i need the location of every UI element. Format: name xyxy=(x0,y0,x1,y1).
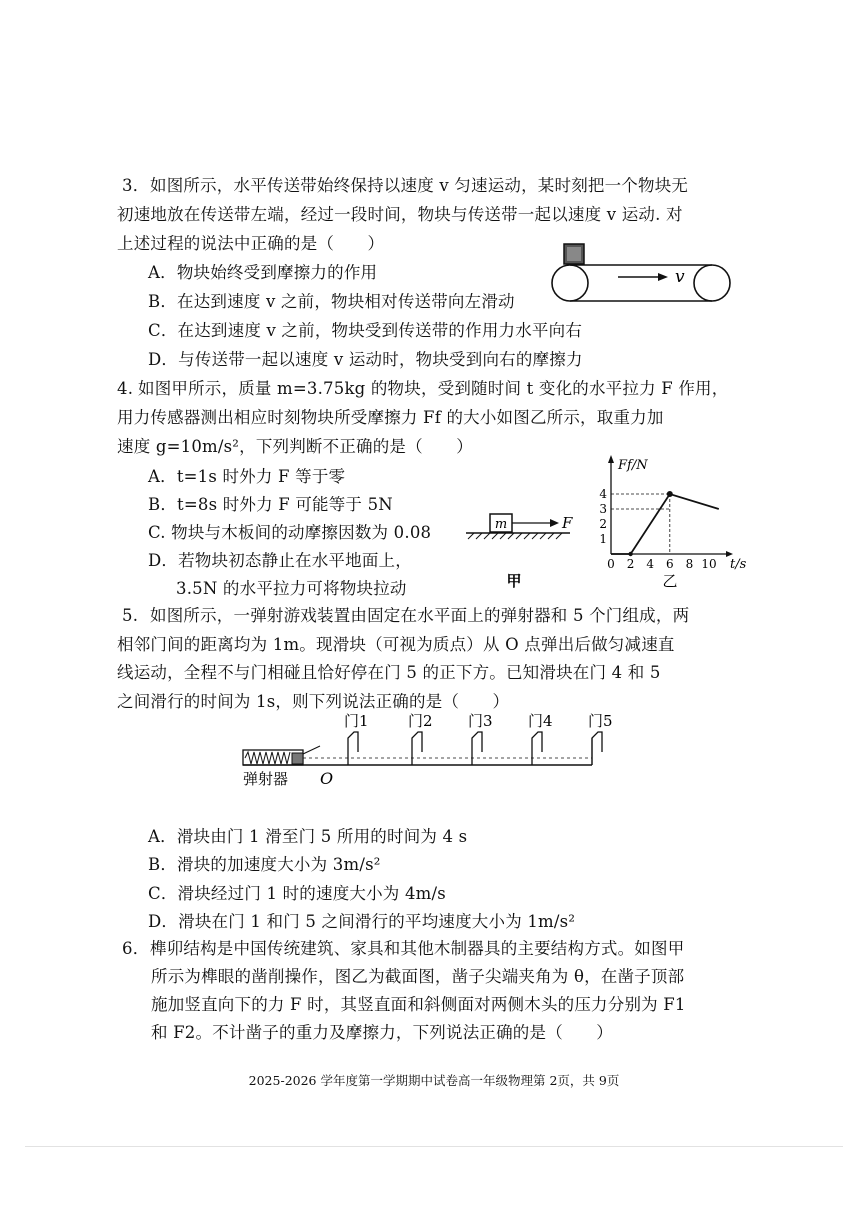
q4-option-d-cont: 3.5N 的水平拉力可将物块拉动 xyxy=(176,579,407,598)
q6-stem-line-3: 施加竖直向下的力 F 时，其竖直面和斜侧面对两侧木头的压力分别为 F1 xyxy=(151,995,686,1014)
q5-option-b: B．滑块的加速度大小为 3m/s² xyxy=(148,855,381,874)
conveyor-belt-figure xyxy=(548,240,738,306)
q3-stem-line-3: 上述过程的说法中正确的是（ ） xyxy=(117,234,385,253)
launcher-label: 弹射器 xyxy=(243,770,289,788)
q5-stem-line-2: 相邻门间的距离均为 1m。现滑块（可视为质点）从 O 点弹出后做匀减速直 xyxy=(117,635,675,654)
q3-stem-line-2: 初速地放在传送带左端，经过一段时间，物块与传送带一起以速度 v 运动. 对 xyxy=(117,205,683,224)
jia-caption: 甲 xyxy=(506,572,522,588)
y-tick-label: 1 xyxy=(599,532,607,546)
velocity-label: v xyxy=(675,267,685,287)
gate-5 xyxy=(592,732,602,765)
chart-x-label: t/s xyxy=(730,557,747,572)
q5-option-c: C．滑块经过门 1 时的速度大小为 4m/s xyxy=(148,884,446,903)
q4-number: 4. xyxy=(117,379,134,398)
q3-option-d: D．与传送带一起以速度 v 运动时，物块受到向右的摩擦力 xyxy=(148,350,583,369)
q5-stem-line-4: 之间滑行的时间为 1s，则下列说法正确的是（ ） xyxy=(117,692,510,711)
q6-number: 6． xyxy=(122,939,150,958)
y-tick-label: 2 xyxy=(599,517,607,531)
friction-series-line xyxy=(611,494,719,554)
q5-number: 5. xyxy=(122,606,139,625)
conveyor-right-wheel xyxy=(694,265,730,301)
gate-label: 门5 xyxy=(588,712,613,730)
q5-option-a: A．滑块由门 1 滑至门 5 所用的时间为 4 s xyxy=(148,827,468,846)
x-tick-label: 6 xyxy=(665,557,674,571)
page-footer: 2025-2026 学年度第一学期期中试卷高一年级物理第 2页，共 9页 xyxy=(248,1073,620,1088)
x-tick-label: 8 xyxy=(685,557,694,571)
origin-label: O xyxy=(320,769,334,788)
q3-option-c: C．在达到速度 v 之前，物块受到传送带的作用力水平向右 xyxy=(148,321,583,340)
x-tick-label: 0 xyxy=(607,557,615,571)
q5-option-d: D．滑块在门 1 和门 5 之间滑行的平均速度大小为 1m/s² xyxy=(148,912,576,931)
chart-y-label: Ff/N xyxy=(618,458,648,473)
q4-option-b: B．t=8s 时外力 F 可能等于 5N xyxy=(148,495,393,514)
gate-4 xyxy=(532,732,542,765)
gate-1 xyxy=(348,732,358,765)
q5-stem-line-1: 如图所示，一弹射游戏装置由固定在水平面上的弹射器和 5 个门组成，两 xyxy=(150,606,690,625)
jia-force-arrowhead xyxy=(550,519,559,527)
figure-jia xyxy=(462,508,582,588)
conveyor-left-wheel xyxy=(552,265,588,301)
friction-start-point xyxy=(628,552,632,556)
gate-label: 门4 xyxy=(528,712,553,730)
launcher-lever xyxy=(303,746,320,754)
q5-stem-line-3: 线运动，全程不与门相碰且恰好停在门 5 的正下方。已知滑块在门 4 和 5 xyxy=(117,663,661,682)
q4-option-d: D．若物块初态静止在水平地面上， xyxy=(148,551,412,570)
gate-label: 门3 xyxy=(468,712,493,730)
gate-3 xyxy=(472,732,482,765)
velocity-arrowhead xyxy=(658,273,668,281)
gate-2 xyxy=(412,732,422,765)
gate-label: 门1 xyxy=(344,712,369,730)
q6-stem-line-4: 和 F2。不计凿子的重力及摩擦力，下列说法正确的是（ ） xyxy=(151,1023,613,1042)
q3-number: 3． xyxy=(122,176,150,195)
jia-ground-hatch xyxy=(468,533,562,539)
x-tick-label: 4 xyxy=(646,557,655,571)
yi-caption: 乙 xyxy=(662,572,678,590)
q4-stem-line-2: 用力传感器测出相应时刻物块所受摩擦力 Ff 的大小如图乙所示，取重力加 xyxy=(117,408,664,427)
q4-stem-line-3: 速度 g=10m/s²，下列判断不正确的是（ ） xyxy=(117,437,473,456)
gate-label: 门2 xyxy=(408,712,433,730)
y-tick-label: 3 xyxy=(599,502,607,516)
q4-option-a: A．t=1s 时外力 F 等于零 xyxy=(148,467,346,486)
q3-option-b: B．在达到速度 v 之前，物块相对传送带向左滑动 xyxy=(148,292,515,311)
q3-option-a: A．物块始终受到摩擦力的作用 xyxy=(148,263,378,282)
q6-stem-line-2: 所示为榫眼的凿削操作，图乙为截面图，凿子尖端夹角为 θ，在凿子顶部 xyxy=(151,967,685,986)
conveyor-block-shade xyxy=(567,247,581,261)
friction-time-chart xyxy=(598,455,748,590)
jia-block-label: m xyxy=(494,517,508,532)
friction-peak-point xyxy=(667,491,673,497)
chart-y-arrowhead xyxy=(608,455,614,463)
q4-stem-line-1: 如图甲所示，质量 m=3.75kg 的物块，受到随时间 t 变化的水平拉力 F 作用， xyxy=(138,379,729,398)
x-tick-label: 10 xyxy=(701,557,717,571)
slider-block xyxy=(292,753,303,764)
launcher-gates-figure xyxy=(240,708,620,790)
q3-stem-line-1: 如图所示，水平传送带始终保持以速度 v 匀速运动，某时刻把一个物块无 xyxy=(150,176,689,195)
y-tick-label: 4 xyxy=(599,487,607,501)
page-bottom-rule xyxy=(25,1146,843,1147)
q6-stem-line-1: 榫卯结构是中国传统建筑、家具和其他木制器具的主要结构方式。如图甲 xyxy=(150,939,685,958)
q4-option-c: C. 物块与木板间的动摩擦因数为 0.08 xyxy=(148,523,432,542)
launcher-spring xyxy=(245,752,290,764)
x-tick-label: 2 xyxy=(626,557,635,571)
jia-force-label: F xyxy=(562,514,573,532)
